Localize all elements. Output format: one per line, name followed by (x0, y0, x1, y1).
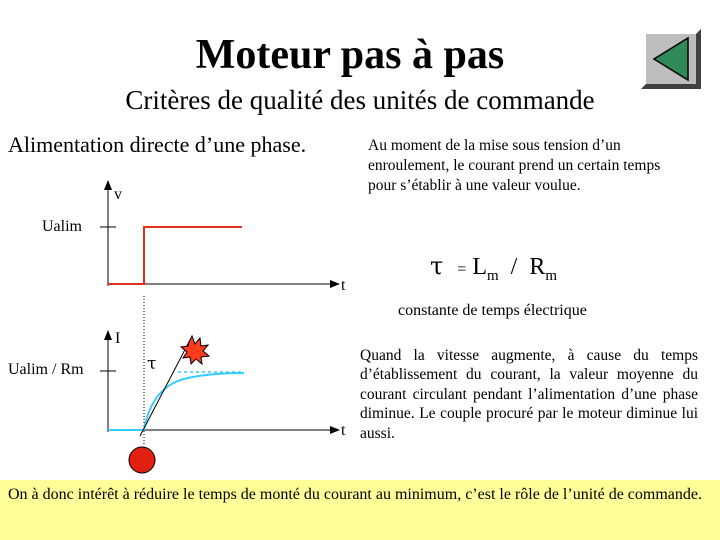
page-title: Moteur pas à pas (195, 32, 505, 78)
intro-text: Alimentation directe d’une phase. (8, 132, 307, 157)
formula-numerator-sub: m (486, 267, 499, 284)
formula-numerator: L (472, 254, 487, 280)
current-level-label: Ualim / Rm (8, 361, 84, 378)
conclusion-banner: On à donc intérêt à réduire le temps de monté du courant au minimum, c’est le rôle de l’unité de commande. (0, 480, 720, 540)
formula-tau: τ (430, 252, 444, 280)
back-triangle-icon (640, 28, 702, 90)
formula-denominator-sub: m (545, 267, 558, 284)
voltage-y-label: v (114, 186, 122, 203)
current-y-arrow (104, 330, 112, 340)
current-y-label: I (115, 330, 121, 347)
page-subtitle: Critères de qualité des unités de commande (125, 85, 595, 115)
current-graph (0, 296, 360, 480)
current-x-arrow (330, 426, 340, 434)
voltage-step-line (108, 227, 242, 284)
time-constant-formula (430, 252, 557, 285)
voltage-x-arrow (330, 280, 340, 288)
marker-dot (129, 447, 155, 473)
voltage-graph (0, 176, 360, 296)
current-rise-curve (144, 373, 244, 430)
formula-slash: / (510, 254, 518, 280)
explanation-text: Quand la vitesse augmente, à cause du temps d’établissement du courant, la valeur moyenne du courant circulant pendant l’alimentation d’une phase diminue. Le couple procuré par le moteur diminue lui aussi. (360, 347, 698, 442)
formula-caption: constante de temps électrique (398, 302, 587, 319)
spark-icon (181, 336, 209, 364)
formula-equals: = (457, 261, 467, 278)
back-button[interactable] (640, 28, 702, 90)
voltage-y-arrow (104, 180, 112, 190)
ualim-label: Ualim (42, 218, 82, 235)
formula-denominator: R (529, 254, 546, 280)
tau-label: τ (147, 354, 157, 374)
power-on-note: Au moment de la mise sous tension d’un enroulement, le courant prend un certain temps pour s’établir à une valeur voulue. (368, 137, 661, 195)
current-x-label: t (341, 422, 346, 439)
voltage-x-label: t (341, 277, 346, 294)
